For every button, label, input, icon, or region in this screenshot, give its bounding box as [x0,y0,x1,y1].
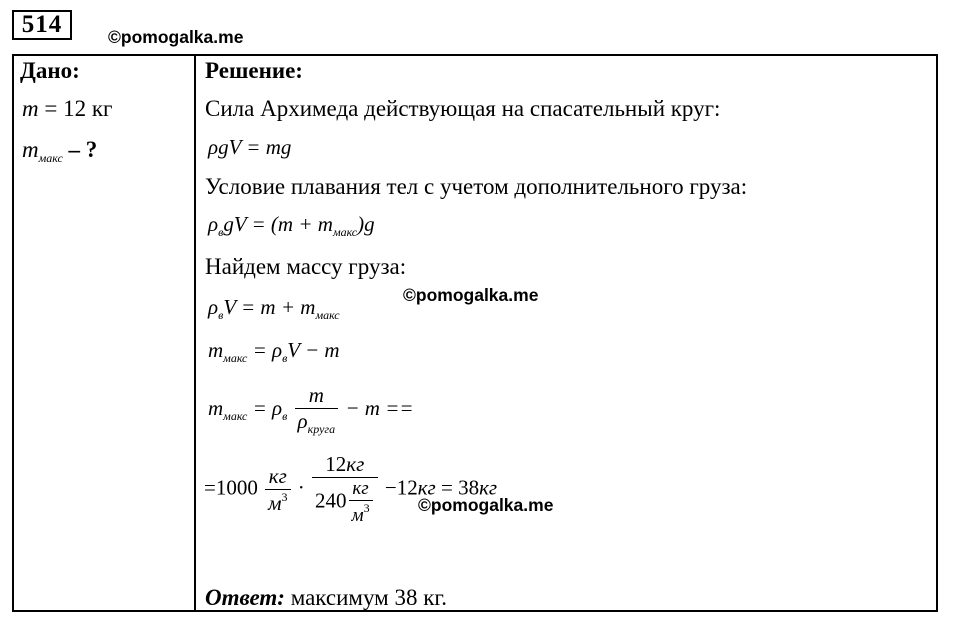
answer-text: максимум 38 кг. [290,585,447,610]
problem-number: 514 [12,10,72,40]
watermark-middle: ©pomogalka.me [403,285,539,305]
equation-3: $\rho_вV = m + m_{макс}$ [208,295,340,322]
solution-title: Решение: [205,58,303,83]
watermark-top: ©pomogalka.me [108,27,244,47]
equation-2: $\rho_вgV = (m + m_{макс})g$ [208,212,375,239]
equation-6: =1000 $\frac{кг}{м^3}$ · 12кг 240 $\frac{кг}{м^3}$ −12кг = 38кг [204,452,498,526]
answer-line [205,585,447,611]
given-unknown: $m_{макс}$ – ? [22,137,98,165]
answer-label: Ответ: [205,585,285,610]
solution-line-2: Условие плавания тел с учетом дополнительного груза: [205,174,748,199]
given-title: Дано: [20,58,80,83]
equation-5: $m_{макс} = \rho_в$ $\frac{m}{\rho_{круга}}$ − m == [208,383,414,436]
solution-line-1: Сила Архимеда действующая на спасательный круг: [205,96,721,121]
watermark-bottom: ©pomogalka.me [418,495,554,515]
solution-table [12,54,938,612]
solution-line-3: Найдем массу груза: [205,254,407,279]
equation-1: ρgV = mg [208,135,292,159]
equation-4: $m_{макс} = \rho_вV - m$ [208,338,340,365]
column-divider [194,54,196,612]
given-mass: m = 12 кг [22,96,113,121]
